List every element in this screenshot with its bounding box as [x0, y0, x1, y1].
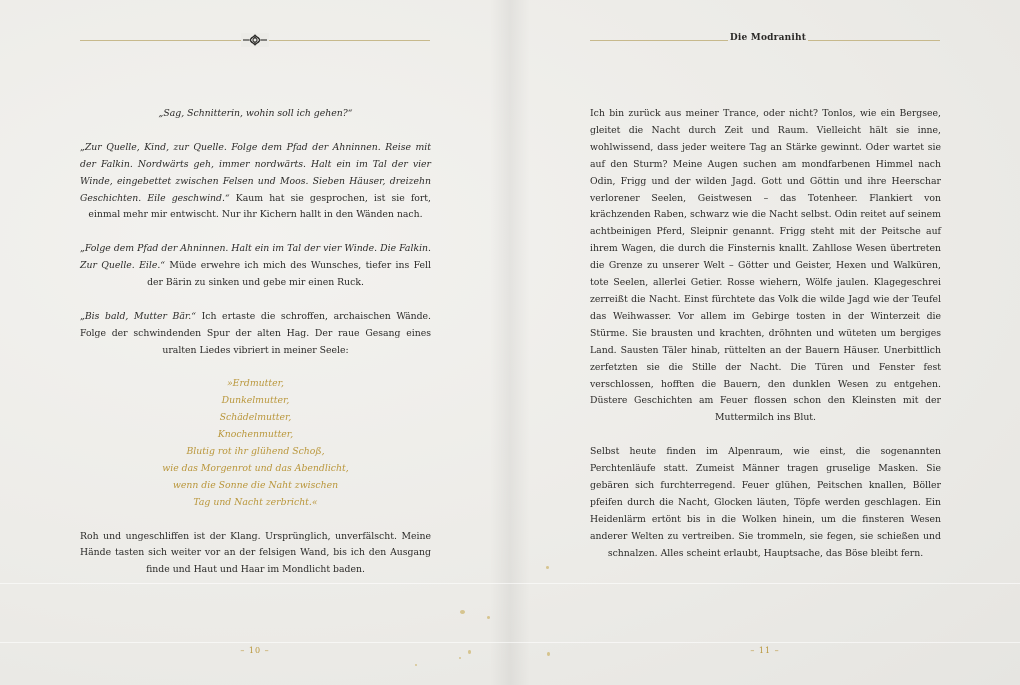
page-number: – 11 –: [750, 646, 780, 655]
paragraph-wild-hunt: Ich bin zurück aus meiner Trance, oder nicht? Tonlos, wie ein Bergsee, gleitet die Nacht durch Zeit und Raum. Vielleicht hält sie inne, wohlwissend, dass jeder weitere Tag an Stärke gewinnt. Oder wartet sie auf den Sturm? Meine Augen suchen am mondfarbenen Himmel nach Odin, Frigg und der wilden Jagd. Gott und Göttin und ihre Heerschar verlorener Seelen, Geistwesen – das Totenheer. Flankiert von krächzenden Raben, schwarz wie die Nacht selbst. Odin reitet auf seinem achtbeinigen Pferd, Sleipnir genannt. Frigg steht mit der Peitsche auf ihrem Wagen, die durch die Finsternis knallt. Zahllose Wesen übertreten die Grenze zu unserer Welt – Götter und Geister, Hexen und Walküren, tote Seelen, allerlei Getier. Rosse wiehern, Wölfe jaulen. Klagegeschrei zerreißt die Nacht. Einst fürchtete das Volk die wilde Jagd wie der Teufel das Weihwasser. Vor allem im Gebirge tosten in der Winterzeit die Stürme. Sie brausten und krachten, dröhnten und wüteten um bergiges Land. Sausten Täler hinab, rüttelten an der Bauern Häuser. Unerbittlich zerfetzten sie die Stille der Nacht. Die Türen und Fenster fest verschlossen, hofften die Bauern, den dunklen Wesen zu entgehen. Düstere Geschichten am Feuer flossen schon den Kleinsten mit der Muttermilch ins Blut.: [590, 108, 941, 424]
right-body: [590, 106, 941, 562]
poem-line: Tag und Nacht zerbricht.«: [193, 496, 318, 508]
poem-line: »Erdmutter,: [226, 378, 285, 390]
running-head: Die Modraniht: [729, 33, 807, 43]
poem-line: Dunkelmutter,: [221, 395, 290, 407]
paragraph-perchten: Selbst heute finden im Alpenraum, wie einst, die sogenannten Perchtenläufe statt. Zumeist Männer tragen gruselige Masken. Sie gebären sich furchterregend. Feuer glühen, Peitschen knallen, Böller pfeifen durch die Nacht, Glocken läuten, Töpfe werden geschlagen. Ein Heidenlärm ertönt bis in die Wolken hinein, um die finsteren Wesen anderer Welten zu vertreiben. Sie trommeln, sie fegen, sie schießen und schnalzen. Alles scheint erlaubt, Hauptsache, das Böse bleibt fern.: [590, 446, 941, 559]
poem-line: wie das Morgenrot und das Abendlicht,: [162, 462, 349, 474]
page-number: – 10 –: [240, 646, 270, 655]
header-rule: [808, 40, 940, 41]
poem-line: Schädelmutter,: [219, 412, 292, 424]
left-body: [80, 106, 431, 579]
paragraph-farewell: „Bis bald, Mutter Bär.“ Ich ertaste die schroffen, archaischen Wände. Folge der schwindenden Spur der alten Hag. Der raue Gesang eines uralten Liedes vibriert in meiner Seele:: [80, 310, 432, 356]
header-rule: [590, 40, 728, 41]
poem-line: wenn die Sonne die Naht zwischen: [172, 479, 339, 491]
paragraph-question: „Sag, Schnitterin, wohin soll ich gehen?“: [158, 108, 353, 119]
paragraph-closing: Roh und ungeschliffen ist der Klang. Ursprünglich, unverfälscht. Meine Hände tasten sich weiter vor an der felsigen Wand, bis ich den Ausgang finde und Haut und Haar im Mondlicht baden.: [80, 530, 431, 576]
paragraph-follow: „Folge dem Pfad der Ahninnen. Halt ein im Tal der vier Winde. Die Falkin. Zur Quelle. Eile.“ Müde erwehre ich mich des Wunsches, tiefer ins Fell der Bärin zu sinken und gebe mir einen Ruck.: [80, 243, 431, 289]
knot-ornament-icon: [241, 33, 269, 47]
paragraph-reply: „Zur Quelle, Kind, zur Quelle. Folge dem Pfad der Ahninnen. Reise mit der Falkin. Nordwärts geh, immer nordwärts. Halt ein im Tal der vier Winde, eingebettet zwischen Felsen und Moos. Sieben Häuser, dreizehn Geschichten. Eile geschwind.“ Kaum hat sie gesprochen, ist sie fort, einmal mehr mir entwischt. Nur ihr Kichern hallt in den Wänden nach.: [80, 141, 431, 221]
poem-line: Knochenmutter,: [217, 429, 294, 441]
right-page: [510, 0, 1020, 685]
poem: [80, 376, 431, 511]
poem-line: Blutig rot ihr glühend Schoß,: [186, 446, 325, 458]
